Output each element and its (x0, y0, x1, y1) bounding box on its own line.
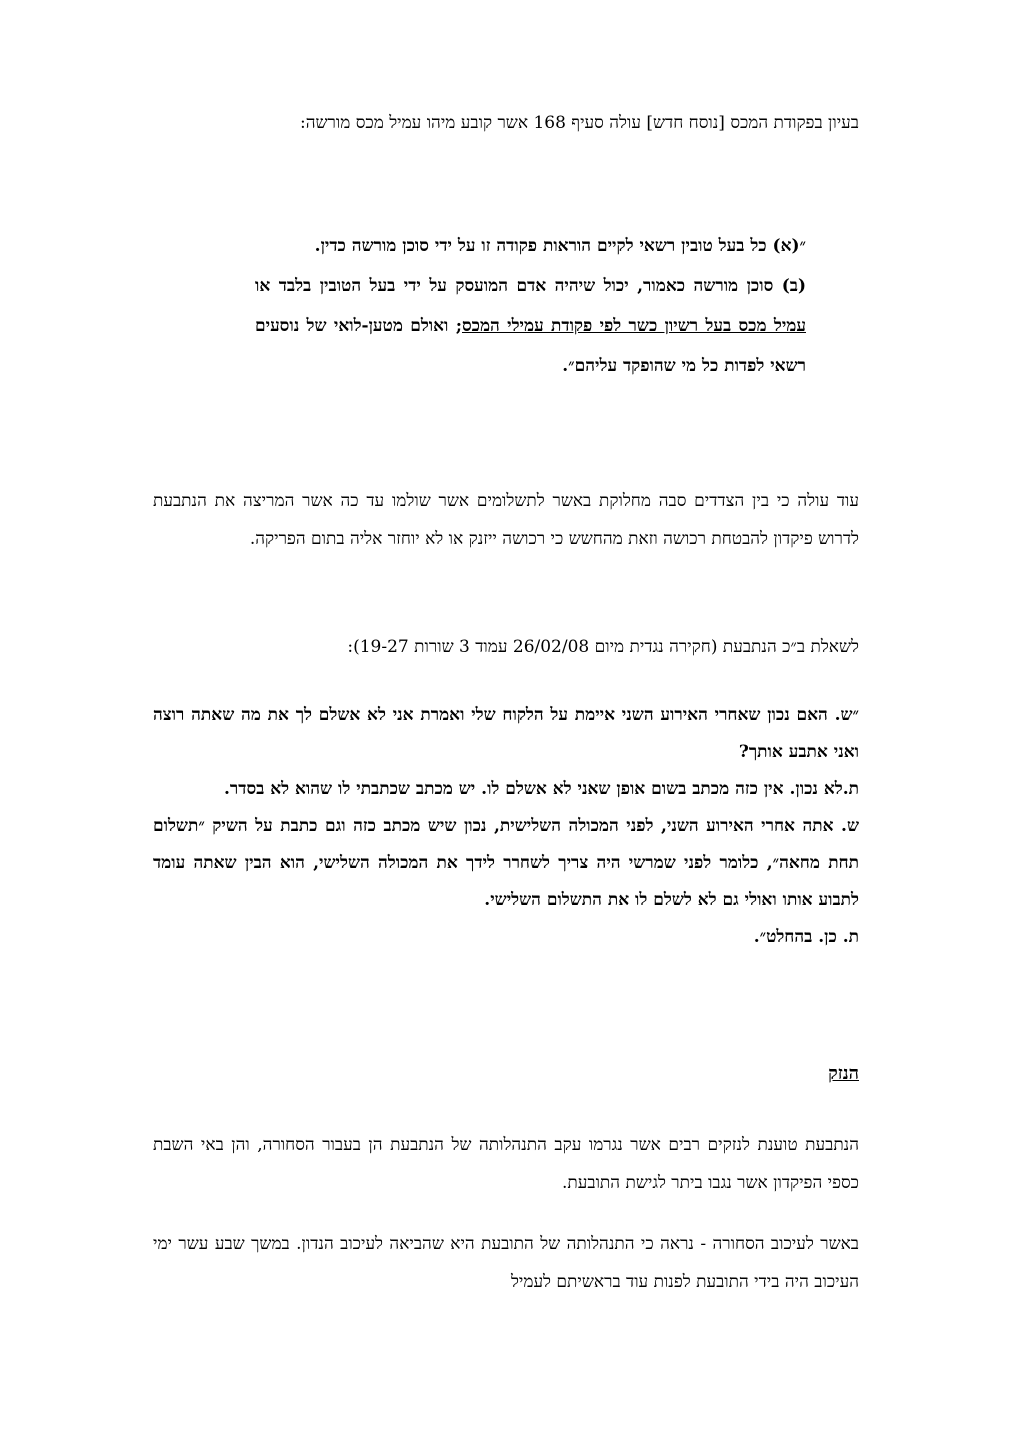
paragraph-1: בעיון בפקודת המכס [נוסח חדש] עולה סעיף 168 אשר קובע מיהו עמיל מכס מורשה: (300, 113, 859, 133)
statute-clause-b-text: (ב) סוכן מורשה כאמור, יכול שיהיה אדם המועסק על ידי בעל הטובין בלבד או (255, 276, 806, 296)
paragraph-4: הנתבעת טוענת לנזקים רבים אשר נגרמו עקב התנהלותה של הנתבעת הן בעבור הסחורה, והן באי השבת כספי הפיקדון אשר נגבו ביתר לגישת התובעת. (153, 1135, 859, 1193)
paragraph-2: עוד עולה כי בין הצדדים סבה מחלוקת באשר לתשלומים אשר שולמו עד כה אשר המריצה את הנתבעת לדרוש פיקדון להבטחת רכושה וזאת מהחשש כי רכושה ייזנק או לא יוחזר אליה בתום הפריקה. (153, 491, 859, 549)
statute-quote (255, 226, 806, 386)
testimony-quote (153, 697, 859, 956)
testimony-line-2: ת.לא נכון. אין כזה מכתב בשום אופן שאני לא אשלם לו. יש מכתב שכתבתי לו שהוא לא בסדר. (224, 779, 859, 799)
paragraph-5: באשר לעיכוב הסחורה - נראה כי התנהלותה של התובעת היא שהביאה לעיכוב הנדון. במשך שבע עשר ימי העיכוב היה בידי התובעת לפנות עוד בראשיתם לעמיל (153, 1234, 859, 1292)
statute-underlined-text: עמיל מכס בעל רשיון כשר לפי פקודת עמילי המכס (461, 316, 806, 336)
section-heading: הנזק (828, 1063, 859, 1084)
statute-clause-b-end: ; ואולם מטען-לואי של נוסעים רשאי לפדות כל מי שהופקד עליהם״. (255, 316, 806, 376)
testimony-line-4: ת. כן. בהחלט״. (753, 927, 859, 947)
paragraph-3: לשאלת ב״כ הנתבעת (חקירה נגדית מיום 26/02/08 עמוד 3 שורות 19-27): (347, 637, 859, 657)
testimony-line-1: ״ש. האם נכון שאחרי האירוע השני איימת על הלקוח שלי ואמרת אני לא אשלם לך את מה שאתה רוצה ואני אתבע אותך? (153, 705, 859, 762)
statute-clause-a: ״(א) כל בעל טובין רשאי לקיים הוראות פקודה זו על ידי סוכן מורשה כדין. (314, 236, 806, 256)
testimony-line-3: ש. אתה אחרי האירוע השני, לפני המכולה השלישית, נכון שיש מכתב כזה וגם כתבת על השיק ״תשלום תחת מחאה״, כלומר לפני שמרשי היה צריך לשחרר לידך את המכולה השלישי, הוא הבין שאתה עומד לתבוע אותו ואולי גם לא לשלם לו את התשלום השלישי. (153, 816, 859, 910)
statute-clause-b (255, 266, 806, 386)
